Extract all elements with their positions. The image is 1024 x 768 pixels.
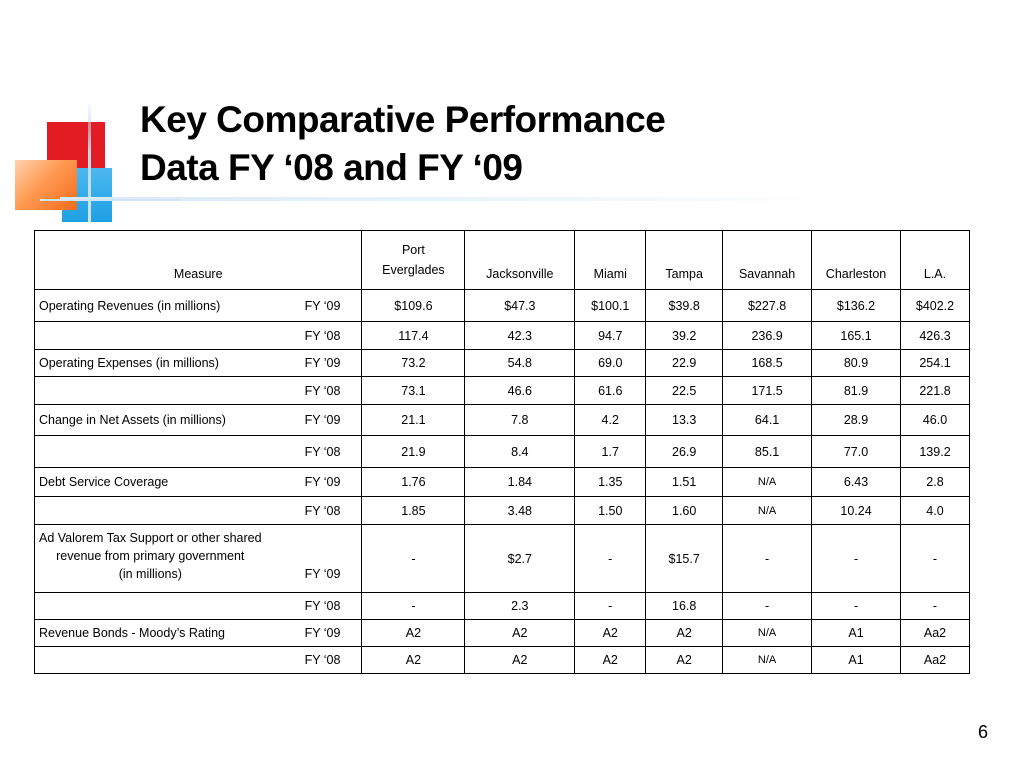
- value-cell: $109.6: [362, 290, 465, 322]
- table-row: [35, 436, 970, 468]
- value-cell: 2.3: [465, 593, 575, 620]
- value-cell: A1: [812, 620, 901, 647]
- value-cell: 46.6: [465, 377, 575, 405]
- measure-label-line-1: Ad Valorem Tax Support or other shared: [39, 530, 262, 545]
- header-charleston: Charleston: [812, 231, 901, 290]
- value-cell: 3.48: [465, 497, 575, 525]
- page-number: 6: [978, 722, 989, 742]
- measure-cell: [35, 436, 362, 468]
- value-cell: A2: [646, 620, 723, 647]
- header-la: L.A.: [901, 231, 970, 290]
- table-row: [35, 322, 970, 350]
- value-cell: -: [575, 525, 646, 593]
- value-cell: $47.3: [465, 290, 575, 322]
- value-cell: -: [362, 593, 465, 620]
- value-cell: 21.1: [362, 405, 465, 436]
- value-cell: 81.9: [812, 377, 901, 405]
- value-cell: 117.4: [362, 322, 465, 350]
- value-cell: A2: [362, 620, 465, 647]
- measure-cell: [35, 350, 362, 377]
- value-cell: 64.1: [723, 405, 812, 436]
- value-cell: 22.9: [646, 350, 723, 377]
- slide-title: [140, 96, 665, 192]
- value-cell: 1.85: [362, 497, 465, 525]
- table-row: [35, 620, 970, 647]
- value-cell: 4.0: [901, 497, 970, 525]
- value-cell: 254.1: [901, 350, 970, 377]
- value-cell: $227.8: [723, 290, 812, 322]
- measure-cell: [35, 290, 362, 322]
- slide-title-line-2: Data FY ‘08 and FY ‘09: [140, 147, 523, 188]
- table-header-row: [35, 231, 970, 290]
- value-cell: N/A: [723, 620, 812, 647]
- measure-cell: [35, 525, 362, 593]
- measure-cell: [35, 322, 362, 350]
- value-cell: Aa2: [901, 620, 970, 647]
- value-cell: -: [723, 525, 812, 593]
- value-cell: Aa2: [901, 647, 970, 674]
- value-cell: 1.50: [575, 497, 646, 525]
- fiscal-year: FY ‘09: [304, 626, 341, 640]
- fiscal-year: FY ‘09: [304, 475, 341, 489]
- performance-table: [34, 230, 970, 674]
- header-savannah: Savannah: [723, 231, 812, 290]
- header-port-line-2: Everglades: [382, 263, 445, 277]
- value-cell: 42.3: [465, 322, 575, 350]
- table-row: [35, 497, 970, 525]
- measure-label: Revenue Bonds - Moody’s Rating: [39, 626, 225, 640]
- header-jacksonville: Jacksonville: [465, 231, 575, 290]
- value-cell: 16.8: [646, 593, 723, 620]
- decorative-horizontal-line: [40, 199, 180, 201]
- value-cell: N/A: [723, 497, 812, 525]
- measure-label: Operating Expenses (in millions): [39, 356, 219, 370]
- value-cell: 13.3: [646, 405, 723, 436]
- value-cell: 54.8: [465, 350, 575, 377]
- value-cell: 1.51: [646, 468, 723, 497]
- decorative-vertical-line: [88, 104, 91, 222]
- value-cell: $15.7: [646, 525, 723, 593]
- table-row: [35, 290, 970, 322]
- measure-cell: [35, 497, 362, 525]
- value-cell: 28.9: [812, 405, 901, 436]
- measure-cell: [35, 468, 362, 497]
- value-cell: $136.2: [812, 290, 901, 322]
- value-cell: 73.1: [362, 377, 465, 405]
- fiscal-year: FY ‘08: [304, 444, 341, 459]
- table-row: [35, 647, 970, 674]
- measure-label: Debt Service Coverage: [39, 475, 169, 489]
- header-port-everglades: [362, 231, 465, 290]
- measure-cell: [35, 647, 362, 674]
- value-cell: 1.60: [646, 497, 723, 525]
- measure-label: Operating Revenues (in millions): [39, 298, 221, 313]
- value-cell: 1.7: [575, 436, 646, 468]
- fiscal-year: FY ‘08: [304, 599, 341, 613]
- measure-cell: [35, 377, 362, 405]
- value-cell: 1.84: [465, 468, 575, 497]
- value-cell: 4.2: [575, 405, 646, 436]
- value-cell: $100.1: [575, 290, 646, 322]
- fiscal-year: FY ‘08: [304, 503, 341, 518]
- table-row: [35, 593, 970, 620]
- measure-label-line-2: revenue from primary government: [56, 548, 245, 563]
- value-cell: N/A: [723, 468, 812, 497]
- value-cell: $2.7: [465, 525, 575, 593]
- table-row: [35, 405, 970, 436]
- value-cell: 7.8: [465, 405, 575, 436]
- slide-title-line-1: Key Comparative Performance: [140, 99, 666, 140]
- value-cell: -: [812, 593, 901, 620]
- fiscal-year: FY ‘09: [304, 566, 341, 581]
- value-cell: 171.5: [723, 377, 812, 405]
- value-cell: 69.0: [575, 350, 646, 377]
- value-cell: 39.2: [646, 322, 723, 350]
- fiscal-year: FY ‘08: [304, 383, 341, 398]
- value-cell: 22.5: [646, 377, 723, 405]
- measure-cell: [35, 405, 362, 436]
- table-row: [35, 377, 970, 405]
- header-tampa: Tampa: [646, 231, 723, 290]
- measure-cell: [35, 620, 362, 647]
- table-row: [35, 350, 970, 377]
- value-cell: 236.9: [723, 322, 812, 350]
- header-measure: Measure: [35, 231, 362, 290]
- value-cell: 10.24: [812, 497, 901, 525]
- value-cell: 77.0: [812, 436, 901, 468]
- value-cell: 2.8: [901, 468, 970, 497]
- value-cell: 1.35: [575, 468, 646, 497]
- value-cell: $402.2: [901, 290, 970, 322]
- value-cell: A2: [465, 620, 575, 647]
- fiscal-year: FY ’09: [304, 356, 341, 370]
- value-cell: A2: [465, 647, 575, 674]
- value-cell: A1: [812, 647, 901, 674]
- fiscal-year: FY ‘08: [304, 653, 341, 667]
- value-cell: 6.43: [812, 468, 901, 497]
- value-cell: 61.6: [575, 377, 646, 405]
- value-cell: 26.9: [646, 436, 723, 468]
- value-cell: 46.0: [901, 405, 970, 436]
- value-cell: 139.2: [901, 436, 970, 468]
- header-miami: Miami: [575, 231, 646, 290]
- value-cell: A2: [646, 647, 723, 674]
- value-cell: 1.76: [362, 468, 465, 497]
- value-cell: 21.9: [362, 436, 465, 468]
- value-cell: 73.2: [362, 350, 465, 377]
- value-cell: -: [723, 593, 812, 620]
- value-cell: 94.7: [575, 322, 646, 350]
- value-cell: 168.5: [723, 350, 812, 377]
- value-cell: -: [575, 593, 646, 620]
- value-cell: -: [901, 593, 970, 620]
- value-cell: 165.1: [812, 322, 901, 350]
- measure-label-line-3: (in millions): [118, 566, 182, 581]
- value-cell: 85.1: [723, 436, 812, 468]
- value-cell: -: [362, 525, 465, 593]
- value-cell: 426.3: [901, 322, 970, 350]
- value-cell: A2: [362, 647, 465, 674]
- value-cell: A2: [575, 647, 646, 674]
- value-cell: 221.8: [901, 377, 970, 405]
- header-port-line-1: Port: [401, 243, 425, 257]
- table-row: [35, 525, 970, 593]
- value-cell: A2: [575, 620, 646, 647]
- value-cell: -: [901, 525, 970, 593]
- measure-cell: [35, 593, 362, 620]
- value-cell: N/A: [723, 647, 812, 674]
- value-cell: 80.9: [812, 350, 901, 377]
- measure-label: Change in Net Assets (in millions): [39, 413, 226, 427]
- value-cell: 8.4: [465, 436, 575, 468]
- fiscal-year: FY ‘09: [304, 298, 341, 313]
- value-cell: $39.8: [646, 290, 723, 322]
- decorative-orange-square: [15, 160, 77, 210]
- fiscal-year: FY ‘08: [304, 328, 341, 343]
- value-cell: -: [812, 525, 901, 593]
- table-row: [35, 468, 970, 497]
- fiscal-year: FY ‘09: [304, 413, 341, 427]
